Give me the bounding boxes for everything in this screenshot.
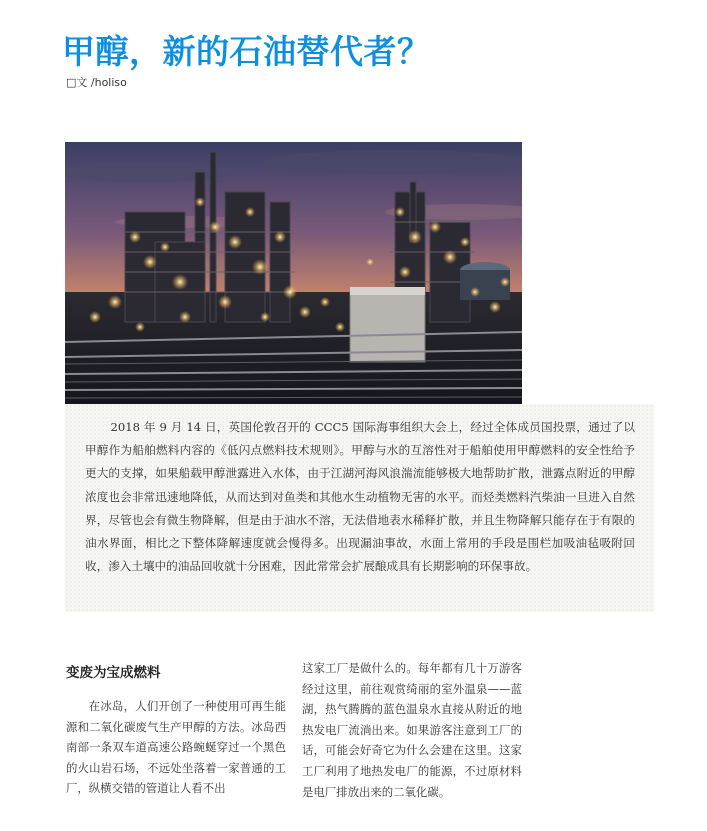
intro-box — [65, 404, 654, 612]
article-byline: □文 /holiso — [66, 76, 127, 89]
body-column-left: 在冰岛，人们开创了一种使用可再生能源和二氧化碳废气生产甲醇的方法。冰岛西南部一条双车道高速公路蜿蜒穿过一个黑色的火山岩石场，不远处坐落着一家普通的工厂，纵横交错的管道让人看不出 — [66, 699, 286, 796]
intro-paragraph: 2018 年 9 月 14 日，英国伦敦召开的 CCC5 国际海事组织大会上，经过全体成员国投票，通过了以甲醇作为船舶燃料内容的《低闪点燃料技术规则》。甲醇与水的互溶性对于船舶使用甲醇燃料的安全性给予更大的支撑，如果船载甲醇泄露进入水体，由于江湖河海风浪湍流能够极大地帮助扩散，泄露点附近的甲醇浓度也会非常迅速地降低，从而达到对鱼类和其他水生动植物无害的水平。而烃类燃料汽柴油一旦进入自然界，尽管也会有微生物降解，但是由于油水不溶，无法借地表水稀释扩散，并且生物降解只能存在于有限的油水界面，相比之下整体降解速度就会慢得多。出现漏油事故，水面上常用的手段是围栏加吸油毡吸附回收，渗入土壤中的油品回收就十分困难，因此常常会扩展酿成具有长期影响的环保事故。 — [85, 420, 635, 574]
refinery-photo — [65, 142, 522, 404]
article-title: 甲醇，新的石油替代者？ — [62, 32, 431, 71]
section-heading: 变废为宝成燃料 — [66, 665, 161, 681]
article-photo — [65, 142, 522, 404]
body-column-right: 这家工厂是做什么的。每年都有几十万游客经过这里，前往观赏绮丽的室外温泉——蓝湖，热气腾腾的蓝色温泉水直接从附近的地热发电厂流淌出来。如果游客注意到工厂的话，可能会好奇它为什么会建在这里。这家工厂利用了地热发电厂的能源，不过原材料是电厂排放出来的二氧化碳。 — [302, 661, 522, 799]
